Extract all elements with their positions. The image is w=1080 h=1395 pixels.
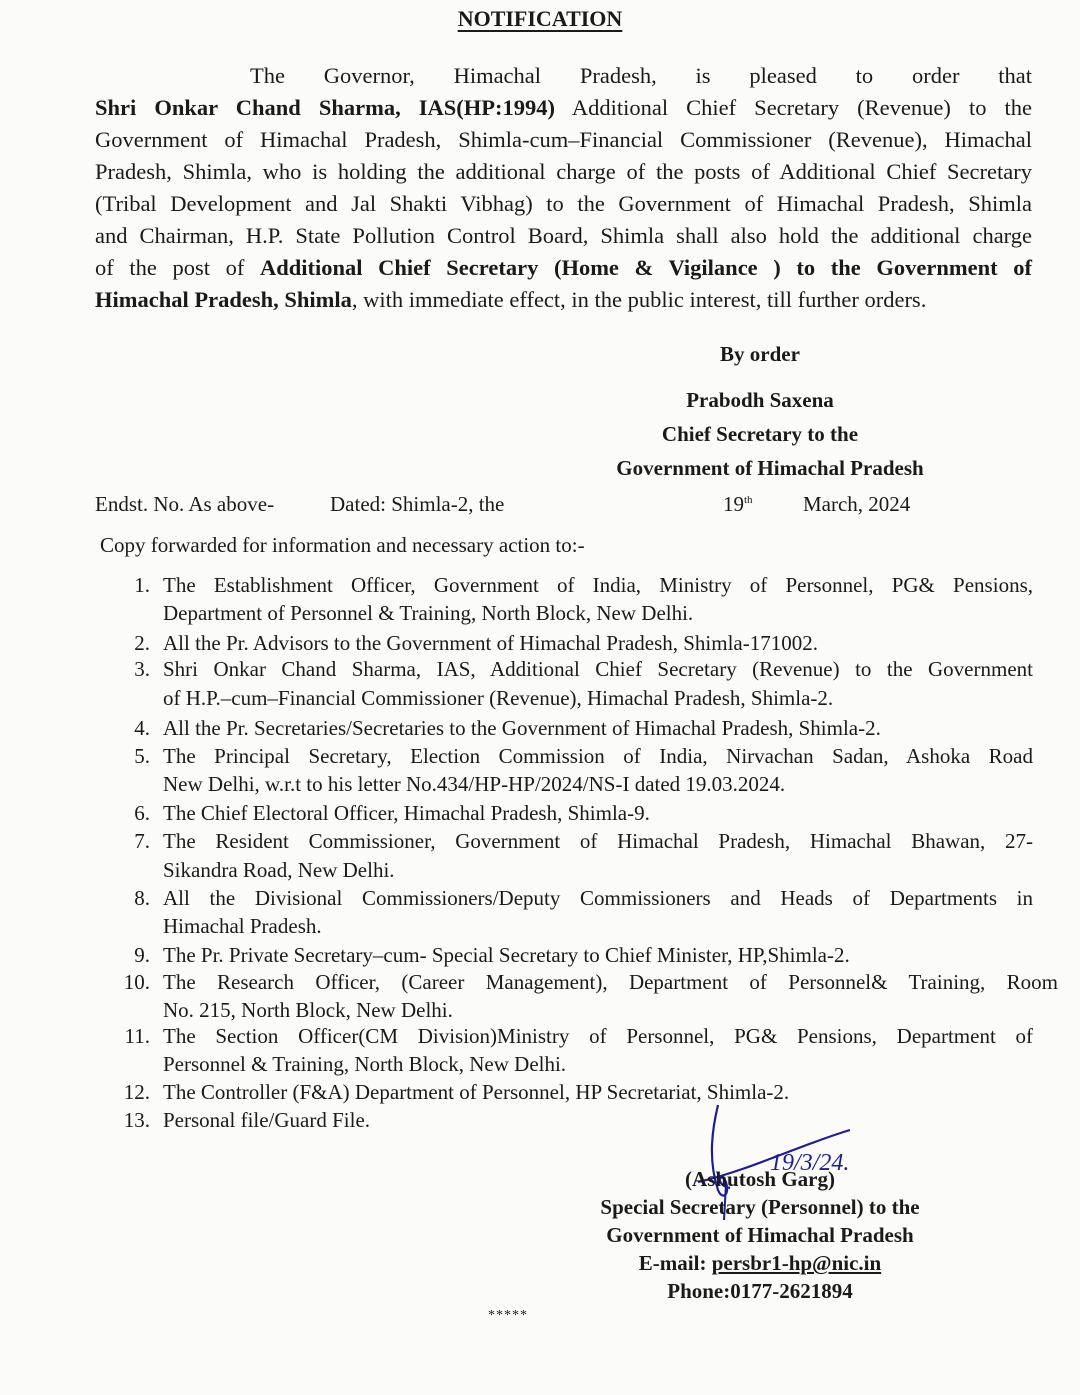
list-number: 8.: [134, 886, 150, 910]
body-text: Additional Chief Secretary (Revenue) to the: [555, 95, 1032, 120]
list-item: Personal file/Guard File.: [163, 1108, 371, 1132]
list-number: 9.: [134, 943, 150, 967]
endorsement-dated: Dated: Shimla-2, the: [330, 492, 505, 516]
list-item: All the Pr. Secretaries/Secretaries to the Government of Himachal Pradesh, Shimla-2.: [163, 716, 881, 740]
body-text: of the post of: [95, 255, 260, 280]
list-item: The Chief Electoral Officer, Himachal Pradesh, Shimla-9.: [163, 801, 650, 825]
list-number: 10.: [123, 970, 150, 994]
day-number: 19: [723, 492, 744, 516]
list-item: The Controller (F&A) Department of Personnel, HP Secretariat, Shimla-2.: [163, 1080, 790, 1104]
body-text: Pradesh, Shimla, who is holding the additional charge of the posts of Additional Chief Secretary: [95, 159, 1032, 184]
list-number: 12.: [123, 1080, 150, 1104]
list-number: 13.: [123, 1108, 150, 1132]
new-post: Additional Chief Secretary (Home & Vigilance ) to the Government of: [260, 255, 1033, 280]
body-line-8: [95, 284, 1032, 316]
list-number: 4.: [134, 716, 150, 740]
endorser-email-line: [560, 1251, 960, 1276]
signatory-name: Prabodh Saxena: [686, 388, 834, 412]
list-item: The Principal Secretary, Election Commission of India, Nirvachan Sadan, Ashoka Road: [163, 744, 1033, 768]
new-post-location: Himachal Pradesh, Shimla: [95, 287, 352, 312]
endorser-name: (Ashutosh Garg): [685, 1167, 835, 1191]
list-item: Personnel & Training, North Block, New Delhi.: [163, 1052, 567, 1076]
body-line-4: [95, 156, 1032, 188]
endorsement-line: [95, 492, 1045, 522]
list-item: The Establishment Officer, Government of India, Ministry of Personnel, PG& Pensions,: [163, 573, 1033, 597]
list-item: Shri Onkar Chand Sharma, IAS, Additional Chief Secretary (Revenue) to the Government: [163, 657, 1033, 681]
list-item: All the Pr. Advisors to the Government of Himachal Pradesh, Shimla-171002.: [163, 631, 818, 655]
body-text: (Tribal Development and Jal Shakti Vibhag) to the Government of Himachal Pradesh, Shimla: [95, 191, 1032, 216]
signatory-designation: Chief Secretary to the: [661, 422, 859, 446]
list-number: 1.: [134, 573, 150, 597]
endorser-government: Government of Himachal Pradesh: [606, 1223, 914, 1247]
day-suffix: th: [744, 494, 753, 506]
body-text: The Governor, Himachal Pradesh, is pleased to order that: [250, 63, 1032, 88]
list-number: 2.: [134, 631, 150, 655]
list-item: New Delhi, w.r.t to his letter No.434/HP-HP/2024/NS-I dated 19.03.2024.: [163, 772, 786, 796]
signatory-government: Government of Himachal Pradesh: [616, 456, 924, 480]
endorsement-day: [723, 492, 753, 517]
endorser-designation: Special Secretary (Personnel) to the: [600, 1195, 920, 1219]
email-label: E-mail:: [638, 1251, 712, 1275]
endorsement-month-year: March, 2024: [803, 492, 911, 516]
list-number: 6.: [134, 801, 150, 825]
list-item: of H.P.–cum–Financial Commissioner (Revenue), Himachal Pradesh, Shimla-2.: [163, 686, 834, 710]
body-line-3: [95, 124, 1032, 156]
body-line-6: [95, 220, 1032, 252]
body-line-5: [95, 188, 1032, 220]
list-number: 5.: [134, 744, 150, 768]
notification-title: NOTIFICATION: [457, 6, 623, 31]
list-item: The Pr. Private Secretary–cum- Special Secretary to Chief Minister, HP,Shimla-2.: [163, 943, 850, 967]
body-line-7: [95, 252, 1032, 284]
list-item: The Resident Commissioner, Government of Himachal Pradesh, Himachal Bhawan, 27-: [163, 829, 1033, 853]
email-link[interactable]: persbr1-hp@nic.in: [711, 1251, 882, 1275]
list-number: 7.: [134, 829, 150, 853]
list-item: Department of Personnel & Training, North Block, New Delhi.: [163, 601, 694, 625]
body-line-1: [250, 60, 1032, 92]
body-line-2: [95, 92, 1032, 124]
copy-forwarded-heading: Copy forwarded for information and necessary action to:-: [100, 533, 585, 557]
endorsement-number: Endst. No. As above-: [95, 492, 275, 516]
list-item: The Section Officer(CM Division)Ministry of Personnel, PG& Pensions, Department of: [163, 1024, 1033, 1048]
list-number: 3.: [134, 657, 150, 681]
list-item: Himachal Pradesh.: [163, 914, 322, 938]
body-text: , with immediate effect, in the public interest, till further orders.: [351, 287, 927, 312]
body-text: Government of Himachal Pradesh, Shimla-cum–Financial Commissioner (Revenue), Himachal: [95, 127, 1032, 152]
by-order: By order: [720, 342, 800, 366]
officer-name: Shri Onkar Chand Sharma, IAS(HP:1994): [95, 95, 556, 120]
list-item: All the Divisional Commissioners/Deputy Commissioners and Heads of Departments in: [163, 886, 1033, 910]
list-item: The Research Officer, (Career Management), Department of Personnel& Training, Room: [163, 970, 1058, 994]
list-item: No. 215, North Block, New Delhi.: [163, 998, 453, 1022]
end-mark: *****: [488, 1308, 528, 1323]
handwritten-date: 19/3/24.: [770, 1150, 850, 1176]
list-number: 11.: [124, 1024, 150, 1048]
list-item: Sikandra Road, New Delhi.: [163, 858, 395, 882]
endorser-phone: Phone:0177-2621894: [667, 1279, 853, 1303]
body-text: and Chairman, H.P. State Pollution Control Board, Shimla shall also hold the additional charge: [95, 223, 1032, 248]
